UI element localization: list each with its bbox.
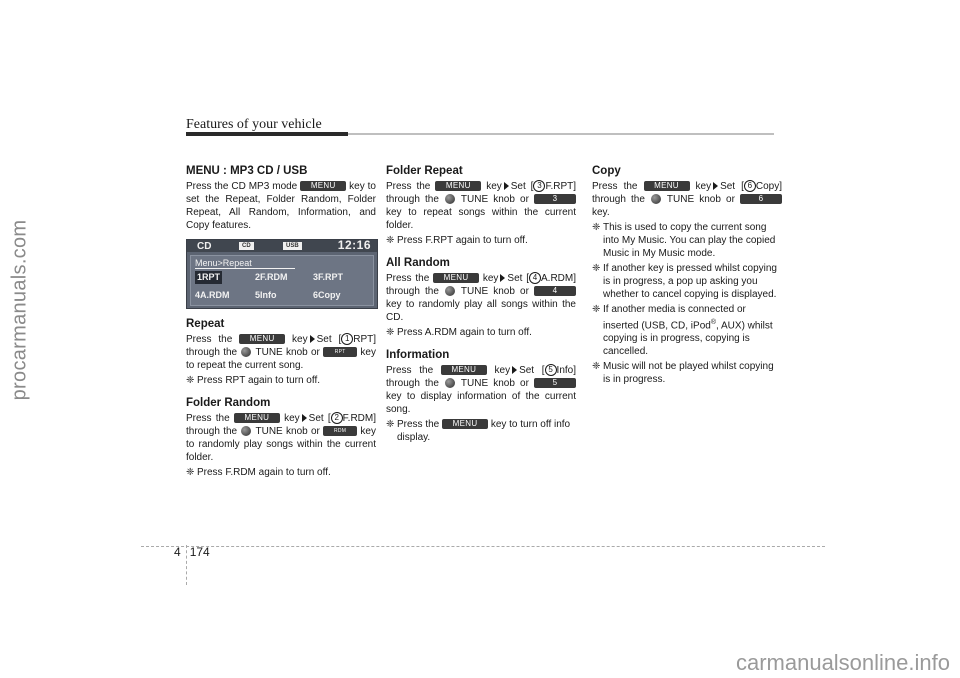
header-rule-accent	[186, 132, 348, 136]
tune-knob-icon	[651, 194, 661, 204]
header-rule	[186, 133, 774, 135]
lcd-option-frdm: 2F.RDM	[255, 272, 288, 282]
column-middle	[386, 165, 576, 444]
lcd-screen	[186, 239, 378, 309]
mp3-heading: MENU : MP3 CD / USB	[186, 165, 308, 177]
folder-repeat-note: ❈ Press F.RPT again to turn off.	[386, 235, 528, 246]
section-title: Features of your vehicle	[186, 117, 322, 132]
column-right	[592, 165, 782, 386]
lcd-time: 12:16	[337, 238, 371, 252]
tune-knob-icon	[445, 378, 455, 388]
key-5-icon: 5	[534, 378, 576, 388]
folder-repeat-body: Press the MENU key Set [ 3 F.RPT] through the TUNE knob or 3 key to repeat songs within the current folder.	[386, 181, 576, 231]
folder-repeat-heading: Folder Repeat	[386, 165, 463, 177]
copy-body: Press the MENU key Set [ 6 Copy] through the TUNE knob or 6 key.	[592, 181, 782, 218]
number-3-icon: 3	[533, 180, 545, 192]
key-6-icon: 6	[740, 194, 782, 204]
repeat-heading: Repeat	[186, 318, 225, 330]
key-3-icon: 3	[534, 194, 576, 204]
folder-random-body: Press the MENU key Set [ 2 F.RDM] through the TUNE knob or RDM key to randomly play songs within the current folder.	[186, 413, 377, 463]
rpt-key-icon: RPT	[323, 347, 357, 357]
lcd-menu-panel	[190, 255, 374, 306]
lcd-option-ardm: 4A.RDM	[195, 290, 230, 300]
lcd-menu-path: Menu>Repeat	[195, 257, 252, 270]
menu-key-icon: MENU	[433, 273, 479, 283]
all-random-body: Press the MENU key Set [ 4 A.RDM] through the TUNE knob or 4 key to randomly play all songs within the CD.	[386, 273, 576, 323]
arrow-right-icon	[302, 414, 307, 422]
arrow-right-icon	[504, 182, 509, 190]
arrow-right-icon	[713, 182, 718, 190]
lcd-option-copy: 6Copy	[313, 290, 341, 300]
repeat-body: Press the MENU key Set [ 1 RPT] through the TUNE knob or RPT key to repeat the current song.	[186, 334, 377, 371]
lcd-usb-chip: USB	[283, 242, 302, 250]
information-body: Press the MENU key Set [ 5 Info] through the TUNE knob or 5 key to display information of the current song.	[386, 365, 577, 415]
copy-note-1: ❈ This is used to copy the current song into My Music. You can play the copied Music in My Music mode.	[592, 222, 776, 259]
menu-key-icon: MENU	[441, 365, 487, 375]
number-2-icon: 2	[331, 412, 343, 424]
copy-note-3: ❈ If another media is connected or inserted (USB, CD, iPod®, AUX) whilst copying is in progress, copying is cancelled.	[592, 304, 773, 358]
menu-key-icon: MENU	[442, 419, 488, 429]
number-5-icon: 5	[545, 364, 557, 376]
lcd-option-rpt: 1RPT	[197, 272, 221, 282]
column-left	[186, 165, 376, 479]
footer-rule	[141, 546, 825, 547]
side-watermark: procarmanuals.com	[8, 219, 31, 401]
all-random-note: ❈ Press A.RDM again to turn off.	[386, 327, 532, 338]
number-6-icon: 6	[744, 180, 756, 192]
copy-note-4: ❈ Music will not be played whilst copying is in progress.	[592, 361, 774, 386]
folder-random-note: ❈ Press F.RDM again to turn off.	[186, 467, 331, 478]
folder-random-heading: Folder Random	[186, 397, 271, 409]
tune-knob-icon	[445, 286, 455, 296]
menu-key-icon: MENU	[234, 413, 280, 423]
lcd-option-frpt: 3F.RPT	[313, 272, 344, 282]
information-heading: Information	[386, 349, 450, 361]
all-random-heading: All Random	[386, 257, 450, 269]
footer-watermark: carmanualsonline.info	[735, 650, 950, 675]
tune-knob-icon	[241, 347, 251, 357]
page-number: 4 174	[174, 545, 210, 559]
lcd-option-info: 5Info	[255, 290, 277, 300]
rdm-key-icon: RDM	[323, 426, 357, 436]
tune-knob-icon	[241, 426, 251, 436]
key-4-icon: 4	[534, 286, 576, 296]
lcd-cd-chip: CD	[239, 242, 254, 250]
number-4-icon: 4	[529, 272, 541, 284]
repeat-note: ❈ Press RPT again to turn off.	[186, 375, 321, 386]
arrow-right-icon	[512, 366, 517, 374]
copy-heading: Copy	[592, 165, 621, 177]
menu-key-icon: MENU	[300, 181, 346, 191]
menu-key-icon: MENU	[239, 334, 285, 344]
mp3-intro: Press the CD MP3 mode MENU key to set the Repeat, Folder Random, Folder Repeat, All Random, Information, and Copy features.	[186, 181, 376, 231]
menu-key-icon: MENU	[644, 181, 690, 191]
copy-note-2: ❈ If another key is pressed whilst copying is in progress, a pop up asking you whether to cancel copying is displayed.	[592, 263, 777, 300]
arrow-right-icon	[500, 274, 505, 282]
arrow-right-icon	[310, 335, 315, 343]
menu-key-icon: MENU	[435, 181, 481, 191]
information-note: ❈ Press the MENU key to turn off info display.	[386, 419, 571, 443]
lcd-mode: CD	[197, 241, 212, 252]
tune-knob-icon	[445, 194, 455, 204]
number-1-icon: 1	[341, 333, 353, 345]
